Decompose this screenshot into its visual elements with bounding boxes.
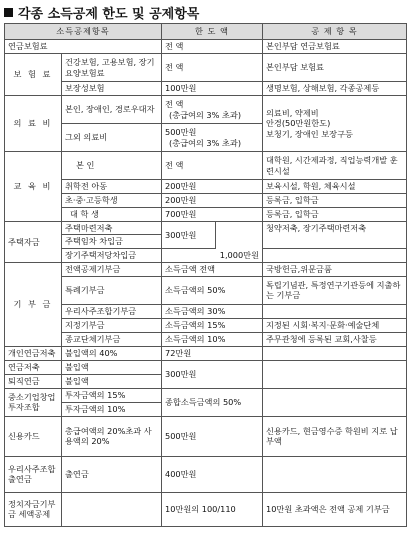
detail-cell: 주무관청에 등록된 교회,사찰등	[263, 332, 407, 346]
limit-cell: 200만원	[162, 194, 263, 208]
sub-item-cell: 불입액의 40%	[62, 346, 162, 360]
sub-item-cell: 건강보험, 고용보험, 장기요양보험료	[62, 54, 162, 82]
limit-cell: 소득금액의 50%	[162, 276, 263, 304]
table-row	[5, 222, 407, 235]
detail-cell	[263, 304, 407, 318]
sub-item-cell: 불입액	[62, 360, 162, 374]
limit-cell: 500만원	[162, 416, 263, 456]
limit-cell: 1,000만원	[162, 248, 263, 262]
detail-cell	[263, 248, 407, 262]
detail-cell: 대학원, 시간제과정, 직업능력개발 훈련시설	[263, 152, 407, 180]
limit-cell: 소득금액의 15%	[162, 318, 263, 332]
table-row	[5, 262, 407, 276]
limit-cell: 소득금액의 10%	[162, 332, 263, 346]
limit-note: (총급여의 3% 초과)	[169, 109, 242, 120]
page-title	[4, 2, 199, 22]
sub-item-cell: 전액공제기부금	[62, 262, 162, 276]
sub-item-cell: 대 학 생	[62, 208, 162, 222]
sub-item-cell: 취학전 아동	[62, 180, 162, 194]
table-row	[5, 388, 407, 402]
table-row	[5, 416, 407, 456]
table-row	[5, 180, 407, 194]
category-cell: 중소기업창업투자조합	[5, 388, 62, 416]
detail-cell: 청약저축, 장기주택마련저축	[263, 222, 407, 249]
table-row	[5, 346, 407, 360]
limit-cell	[162, 124, 263, 152]
sub-item-cell: 종교단체기부금	[62, 332, 162, 346]
detail-cell	[263, 360, 407, 388]
sub-item-cell: 출연금	[62, 456, 162, 492]
table-row	[5, 318, 407, 332]
table-row	[5, 276, 407, 304]
detail-cell: 보육시설, 학원, 체육시설	[263, 180, 407, 194]
category-cell: 정치자금기부금 세액공제	[5, 492, 62, 526]
limit-line: 500만원	[165, 127, 197, 138]
detail-cell: 지정된 시회·복지·문화·예술단체	[263, 318, 407, 332]
limit-note: (총급여의 3% 초과)	[169, 137, 242, 148]
deduction-table	[4, 23, 407, 527]
detail-cell: 신용카드, 현금영수증 학원비 지로 납부액	[263, 416, 407, 456]
category-cell: 연금보험료	[5, 40, 162, 54]
header-deduction-detail: 공 제 항 목	[263, 24, 407, 40]
limit-cell: 400만원	[162, 456, 263, 492]
table-row	[5, 332, 407, 346]
limit-cell: 200만원	[162, 180, 263, 194]
category-cell: 주택자금	[5, 222, 62, 263]
sub-item-cell: 불입액	[62, 374, 162, 388]
detail-cell: 생명보험, 상해보험, 각종공제등	[263, 82, 407, 96]
limit-cell: 소득금액 전액	[162, 262, 263, 276]
header-deduction-item: 소득공제항목	[5, 24, 162, 40]
sub-item-cell: 특례기부금	[62, 276, 162, 304]
sub-item-cell: 주택마련저축	[62, 222, 162, 235]
category-cell: 우리사주조합출연금	[5, 456, 62, 492]
sub-item-cell: 총급여액의 20%초과 사용액의 20%	[62, 416, 162, 456]
table-row	[5, 456, 407, 492]
empty-cell	[216, 222, 263, 249]
sub-item-cell: 지정기부금	[62, 318, 162, 332]
sub-item-cell: 장기주택저당차입금	[62, 248, 162, 262]
limit-cell: 종합소득금액의 50%	[162, 388, 263, 416]
header-limit: 한 도 액	[162, 24, 263, 40]
limit-cell: 10만원의 100/110	[162, 492, 263, 526]
limit-line: 전 액	[165, 99, 184, 110]
table-row	[5, 208, 407, 222]
limit-cell: 72만원	[162, 346, 263, 360]
category-cell: 퇴직연금	[5, 374, 62, 388]
detail-cell: 본인부담 연금보험료	[263, 40, 407, 54]
page-title-text: 각종 소득공제 한도 및 공제항목	[18, 6, 200, 22]
square-bullet-icon	[4, 8, 13, 17]
limit-cell: 소득금액의 30%	[162, 304, 263, 318]
limit-cell: 전 액	[162, 152, 263, 180]
limit-cell: 100만원	[162, 82, 263, 96]
detail-cell: 등록금, 입학금	[263, 194, 407, 208]
detail-cell	[263, 388, 407, 416]
detail-cell: 본인부담 보험료	[263, 54, 407, 82]
table-row	[5, 82, 407, 96]
detail-cell	[263, 346, 407, 360]
sub-item-cell: 본 인	[62, 152, 162, 180]
table-row	[5, 40, 407, 54]
sub-item-cell: 우리사주조합기부금	[62, 304, 162, 318]
table-row	[5, 360, 407, 374]
limit-cell	[162, 96, 263, 124]
detail-cell: 국방헌금,위문금품	[263, 262, 407, 276]
detail-cell	[263, 456, 407, 492]
category-cell: 신용카드	[5, 416, 62, 456]
category-cell: 의 료 비	[5, 96, 62, 152]
table-row	[5, 152, 407, 180]
sub-item-cell	[62, 492, 162, 526]
table-row	[5, 492, 407, 526]
table-row	[5, 96, 407, 124]
sub-item-cell: 초·중·고등학생	[62, 194, 162, 208]
sub-item-cell: 투자금액의 15%	[62, 388, 162, 402]
limit-cell: 300만원	[162, 222, 216, 249]
category-cell: 교 육 비	[5, 152, 62, 222]
table-row	[5, 248, 407, 262]
sub-item-cell: 주택임차 차입금	[62, 235, 162, 248]
limit-cell: 700만원	[162, 208, 263, 222]
category-cell: 기 부 금	[5, 262, 62, 346]
table-row	[5, 54, 407, 82]
sub-item-cell: 그외 의료비	[62, 124, 162, 152]
table-row	[5, 304, 407, 318]
detail-cell: 의료비, 약제비 안경(50만원한도) 보청기, 장애인 보장구등	[263, 96, 407, 152]
table-row	[5, 194, 407, 208]
category-cell: 보 험 료	[5, 54, 62, 96]
header-row	[5, 24, 407, 40]
limit-cell: 전 액	[162, 54, 263, 82]
detail-cell: 독립기념관, 특정연구기관등에 지출하는 기부금	[263, 276, 407, 304]
category-cell: 개인연금저축	[5, 346, 62, 360]
category-cell: 연금저축	[5, 360, 62, 374]
sub-item-cell: 투자금액의 10%	[62, 402, 162, 416]
sub-item-cell: 보장성보험	[62, 82, 162, 96]
sub-item-cell: 본인, 장애인, 경로우대자	[62, 96, 162, 124]
limit-cell: 전 액	[162, 40, 263, 54]
detail-cell: 10만원 초과액은 전액 공제 기부금	[263, 492, 407, 526]
limit-cell: 300만원	[162, 360, 263, 388]
detail-cell: 등록금, 입학금	[263, 208, 407, 222]
